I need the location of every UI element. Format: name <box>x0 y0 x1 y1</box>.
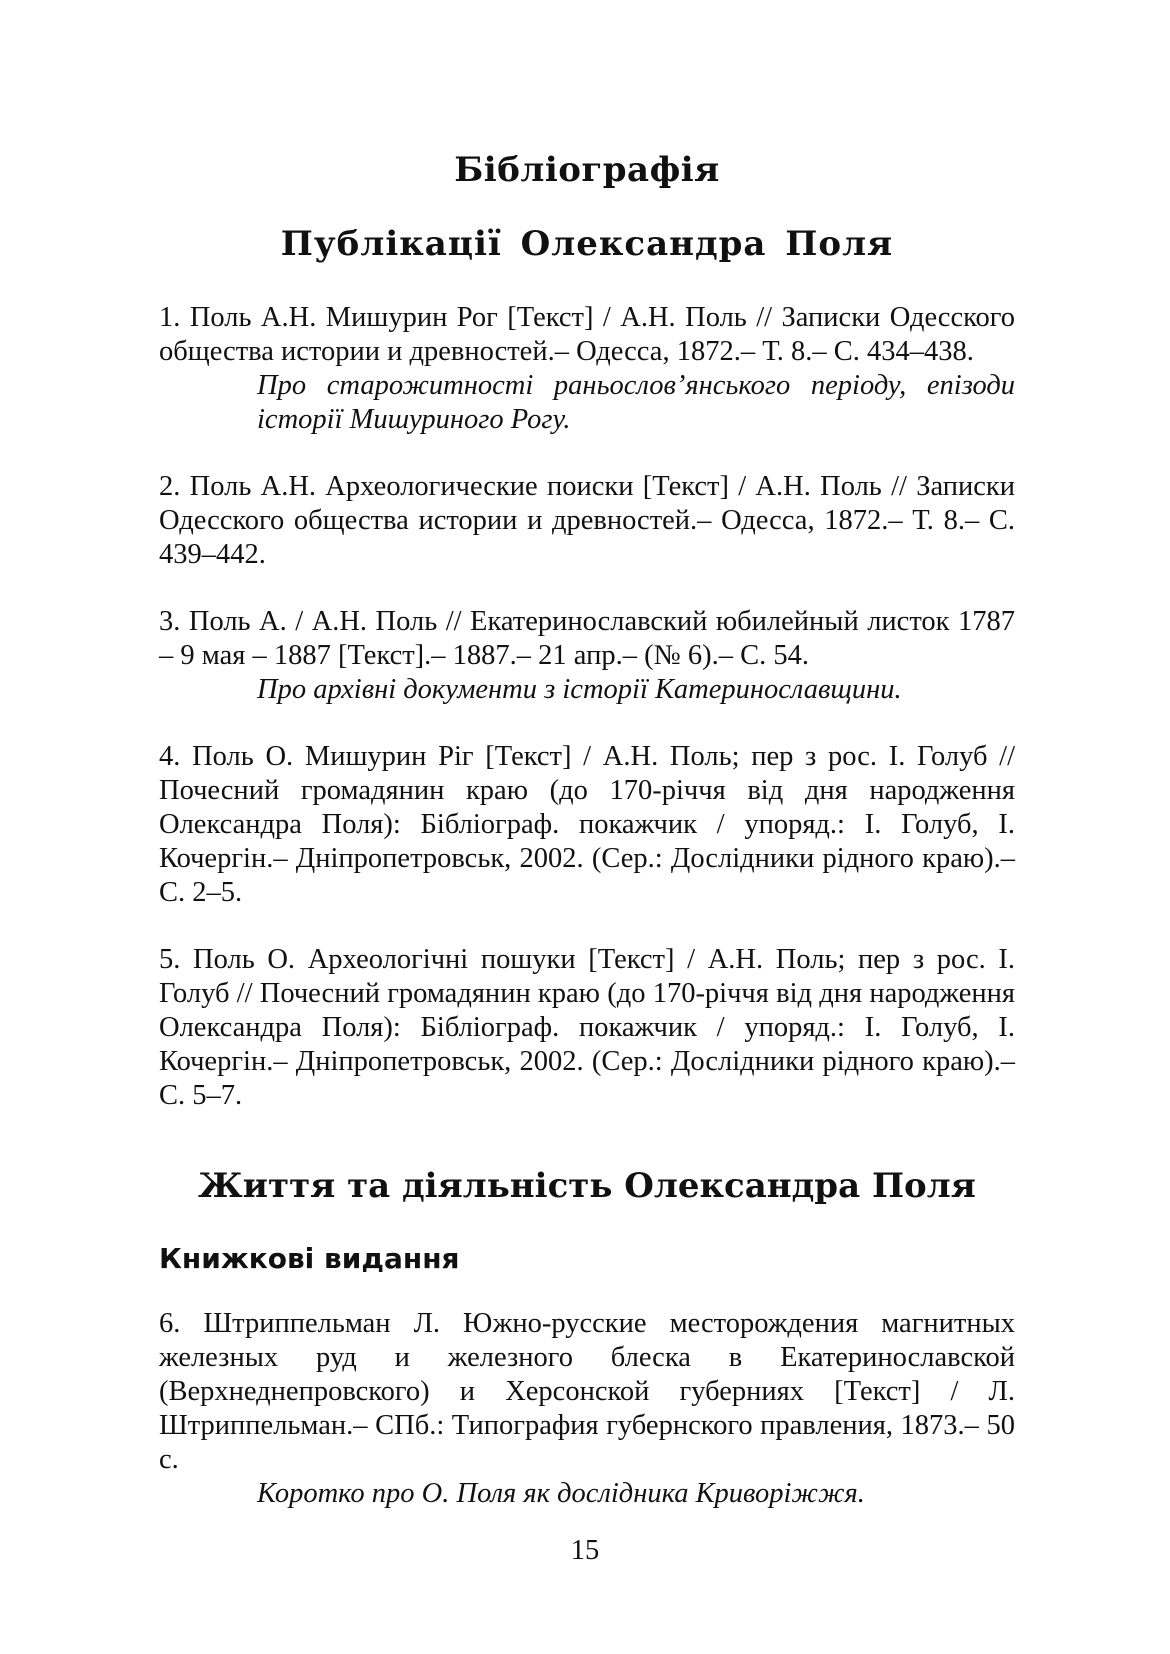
entry-annotation: Про старожитності раньослов’янського періоду, епізоди історії Мишуриного Рогу. <box>257 370 1015 435</box>
entry-citation: 3. Поль А. / А.Н. Поль // Екатеринославский юбилейный листок 1787 – 9 мая – 1887 [Текст].– 1887.– 21 апр.– (№ 6).– С. 54. <box>159 606 1015 671</box>
page-subheading: Публікації Олександра Поля <box>280 224 894 264</box>
subsection-title: Книжкові видання <box>159 1242 460 1275</box>
entry-annotation: Коротко про О. Поля як дослідника Криворіжжя. <box>257 1478 865 1509</box>
section-title: Життя та діяльність Олександра Поля <box>198 1166 976 1206</box>
entry-annotation: Про архівні документи з історії Катеринославщини. <box>257 674 902 705</box>
bibliography-entry <box>159 470 1015 572</box>
page-number: 15 <box>570 1535 600 1566</box>
entry-citation: 2. Поль А.Н. Археологические поиски [Текст] / А.Н. Поль // Записки Одесского общества истории и древностей.– Одесса, 1872.– Т. 8.– С. 439–442. <box>159 471 1015 570</box>
page-content <box>159 145 1015 1511</box>
bibliography-entry <box>159 301 1015 437</box>
bibliography-entry <box>159 1307 1015 1511</box>
bibliography-entry <box>159 605 1015 707</box>
entry-citation: 6. Штриппельман Л. Южно-русские месторождения магнитных железных руд и железного блеска в Екатеринославской (Верхнеднепровского) и Херсонской губерниях [Текст] / Л. Штриппельман.– СПб.: Типография губернского правления, 1873.– 50 с. <box>159 1308 1015 1475</box>
entry-citation: 4. Поль О. Мишурин Ріг [Текст] / А.Н. Поль; пер з рос. І. Голуб // Почесний громадянин краю (до 170-річчя від дня народження Олександра Поля): Бібліограф. покажчик / упоряд.: І. Голуб, І. Кочергін.– Дніпропетровськ, 2002. (Сер.: Дослідники рідного краю).– С. 2–5. <box>159 741 1015 908</box>
bibliography-entry <box>159 740 1015 910</box>
page-heading: Бібліографія <box>454 150 720 190</box>
bibliography-entry <box>159 943 1015 1113</box>
entry-citation: 5. Поль О. Археологічні пошуки [Текст] / А.Н. Поль; пер з рос. І. Голуб // Почесний громадянин краю (до 170-річчя від дня народження Олександра Поля): Бібліограф. покажчик / упоряд.: І. Голуб, І. Кочергін.– Дніпропетровськ, 2002. (Сер.: Дослідники рідного краю).– С. 5–7. <box>159 944 1015 1111</box>
entry-citation: 1. Поль А.Н. Мишурин Рог [Текст] / А.Н. Поль // Записки Одесского общества истории и древностей.– Одесса, 1872.– Т. 8.– С. 434–438. <box>159 302 1015 367</box>
